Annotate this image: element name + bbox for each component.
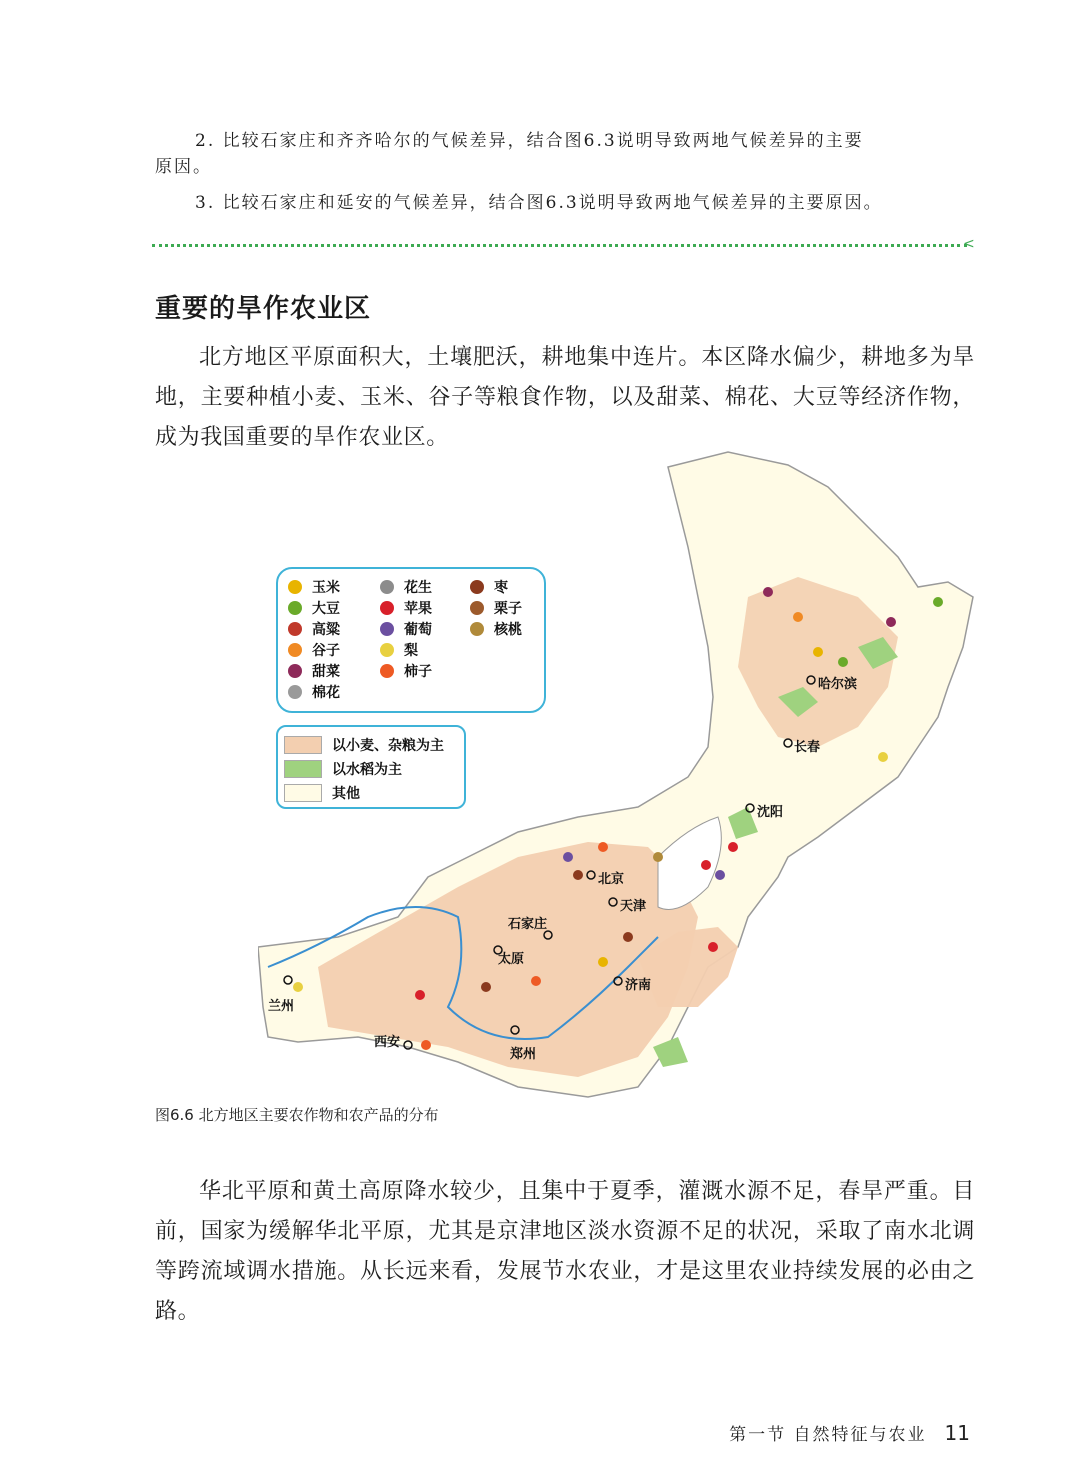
- sugarbeet-symbol: [763, 587, 773, 597]
- question-2-line2: 原因。: [155, 157, 212, 177]
- crop-distribution-map: [258, 447, 978, 1107]
- divider-end-mark: <: [963, 236, 975, 252]
- page-footer: [729, 1420, 970, 1445]
- cotton-icon: [288, 685, 302, 699]
- jujube-symbol: [573, 870, 583, 880]
- jujube-symbol: [481, 982, 491, 992]
- city-label-changchun: 长春: [794, 740, 821, 755]
- page-number: 11: [944, 1421, 970, 1445]
- city-label-shenyang: 沈阳: [757, 805, 784, 820]
- soybean-symbol: [838, 657, 848, 667]
- legend-grape: 葡萄: [380, 619, 432, 639]
- legend-persimmon: 柿子: [380, 661, 432, 681]
- paragraph-2: 华北平原和黄土高原降水较少，且集中于夏季，灌溉水源不足，春旱严重。目前，国家为缓解华北平原，尤其是京津地区淡水资源不足的状况，采取了南水北调等跨流域调水措施。从长远来看，发展节水农业，才是这里农业持续发展的必由之路。: [155, 1179, 975, 1324]
- legend-pear: 梨: [380, 640, 418, 660]
- city-label-zhengzhou: 郑州: [510, 1047, 537, 1062]
- section-heading: 重要的旱作农业区: [155, 294, 372, 324]
- apple-symbol: [415, 990, 425, 1000]
- apple-symbol: [701, 860, 711, 870]
- legend-sugarbeet: 甜菜: [288, 661, 340, 681]
- millet-icon: [288, 643, 302, 657]
- figure-caption: 图6.6 北方地区主要农作物和农产品的分布: [155, 1106, 439, 1124]
- legend-jujube: 枣: [470, 577, 508, 597]
- corn-symbol: [598, 957, 608, 967]
- peanut-icon: [380, 580, 394, 594]
- pear-symbol: [878, 752, 888, 762]
- legend-wheat-area: 以小麦、杂粮为主: [284, 735, 444, 755]
- persimmon-symbol: [531, 976, 541, 986]
- legend-corn: 玉米: [288, 577, 340, 597]
- other-area-swatch: [284, 784, 322, 802]
- persimmon-symbol: [421, 1040, 431, 1050]
- pear-symbol: [293, 982, 303, 992]
- city-label-shijiazhuang: 石家庄: [508, 917, 548, 932]
- persimmon-symbol: [598, 842, 608, 852]
- city-label-jinan: 济南: [625, 978, 652, 993]
- grape-symbol: [563, 852, 573, 862]
- city-label-lanzhou: 兰州: [268, 999, 295, 1014]
- sugarbeet-icon: [288, 664, 302, 678]
- apple-symbol: [728, 842, 738, 852]
- question-3-text: 3. 比较石家庄和延安的气候差异，结合图6.3说明导致两地气候差异的主要原因。: [195, 193, 883, 213]
- city-label-beijing: 北京: [598, 872, 625, 887]
- jujube-symbol: [623, 932, 633, 942]
- area-legend: [276, 725, 466, 809]
- persimmon-icon: [380, 664, 394, 678]
- question-3: [155, 190, 975, 216]
- legend-apple: 苹果: [380, 598, 432, 618]
- footer-section-title: 第一节 自然特征与农业: [729, 1425, 927, 1445]
- crop-legend: [276, 567, 546, 713]
- legend-chestnut: 栗子: [470, 598, 522, 618]
- legend-soybean: 大豆: [288, 598, 340, 618]
- millet-symbol: [793, 612, 803, 622]
- rice-area-swatch: [284, 760, 322, 778]
- walnut-icon: [470, 622, 484, 636]
- jujube-icon: [470, 580, 484, 594]
- city-label-harbin: 哈尔滨: [818, 677, 858, 692]
- legend-sorghum: 高粱: [288, 619, 340, 639]
- sugarbeet-symbol: [886, 617, 896, 627]
- soybean-symbol: [933, 597, 943, 607]
- paragraph-1: 北方地区平原面积大，土壤肥沃，耕地集中连片。本区降水偏少，耕地多为旱地，主要种植小麦、玉米、谷子等粮食作物，以及甜菜、棉花、大豆等经济作物，成为我国重要的旱作农业区。: [155, 345, 975, 450]
- corn-icon: [288, 580, 302, 594]
- legend-millet: 谷子: [288, 640, 340, 660]
- chestnut-icon: [470, 601, 484, 615]
- legend-walnut: 核桃: [470, 619, 522, 639]
- apple-symbol: [708, 942, 718, 952]
- question-2: [155, 128, 975, 180]
- grape-symbol: [715, 870, 725, 880]
- city-label-xian: 西安: [374, 1035, 401, 1050]
- apple-icon: [380, 601, 394, 615]
- corn-symbol: [813, 647, 823, 657]
- city-label-taiyuan: 太原: [498, 952, 525, 967]
- legend-peanut: 花生: [380, 577, 432, 597]
- wheat-area-swatch: [284, 736, 322, 754]
- pear-icon: [380, 643, 394, 657]
- soybean-icon: [288, 601, 302, 615]
- legend-cotton: 棉花: [288, 682, 340, 702]
- city-label-tianjin: 天津: [620, 899, 647, 914]
- sorghum-icon: [288, 622, 302, 636]
- legend-other-area: 其他: [284, 783, 360, 803]
- question-2-line1: 2. 比较石家庄和齐齐哈尔的气候差异，结合图6.3说明导致两地气候差异的主要: [195, 131, 864, 151]
- dotted-divider: [152, 244, 967, 247]
- grape-icon: [380, 622, 394, 636]
- walnut-symbol: [653, 852, 663, 862]
- legend-rice-area: 以水稻为主: [284, 759, 402, 779]
